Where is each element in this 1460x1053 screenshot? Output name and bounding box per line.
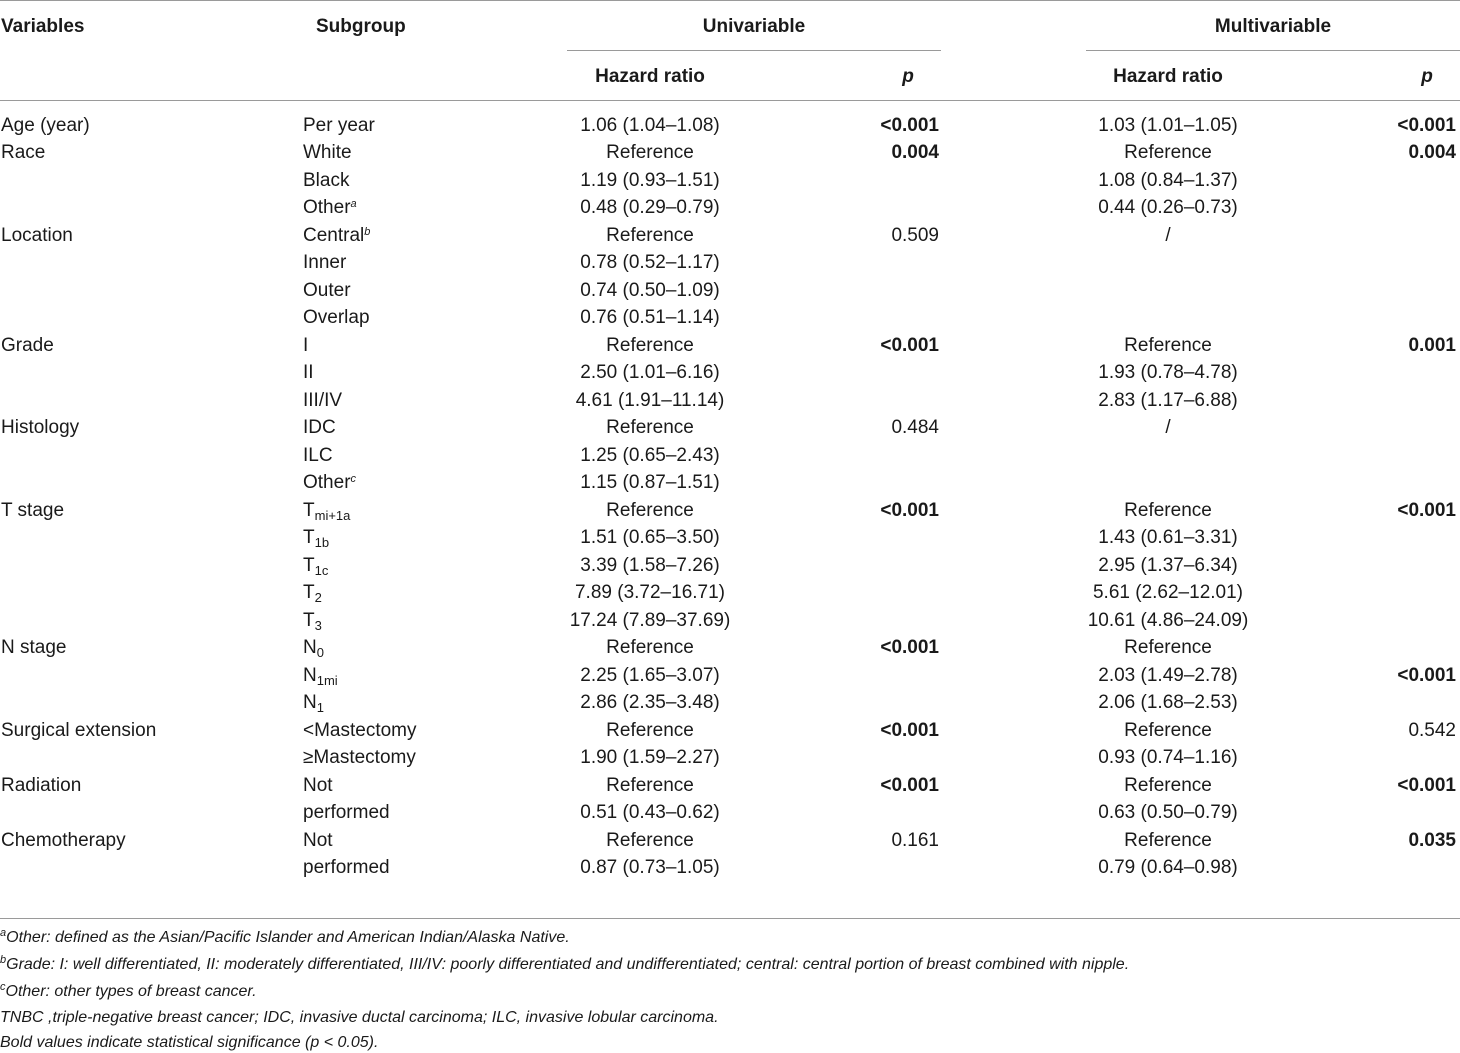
uni-hazard-ratio: 0.48 (0.29–0.79) [580, 197, 720, 218]
multi-hazard-ratio: 2.06 (1.68–2.53) [1098, 692, 1238, 713]
subgroup-label: Central$^b$ [303, 225, 371, 246]
multi-hazard-ratio: 0.79 (0.64–0.98) [1098, 857, 1238, 878]
univariable-rule [567, 50, 941, 51]
uni-hazard-ratio: 1.90 (1.59–2.27) [580, 747, 720, 768]
uni-hazard-ratio: 7.89 (3.72–16.71) [574, 582, 726, 603]
multi-hazard-ratio: 0.63 (0.50–0.79) [1098, 802, 1238, 823]
multi-p-value: 0.001 [1408, 335, 1456, 356]
multi-hazard-ratio: / [1165, 225, 1171, 246]
multi-hazard-ratio: Reference [1124, 335, 1212, 356]
multi-hazard-ratio: Reference [1124, 142, 1212, 163]
uni-hazard-ratio: 2.86 (2.35–3.48) [580, 692, 720, 713]
variable-label: Surgical extension [1, 720, 157, 741]
subgroup-label: Inner [303, 252, 347, 273]
multi-hazard-ratio: 2.83 (1.17–6.88) [1098, 390, 1238, 411]
uni-hazard-ratio: 17.24 (7.89–37.69) [569, 610, 731, 631]
footnote: TNBC ,triple-negative breast cancer; IDC, invasive ductal carcinoma; ILC, invasive lobular carcinoma. [0, 1009, 719, 1026]
uni-hazard-ratio: Reference [606, 142, 694, 163]
subgroup-label: Black [303, 170, 350, 191]
variable-label: Radiation [1, 775, 82, 796]
subscript: 0 [316, 645, 324, 660]
uni-p-value: <0.001 [880, 115, 939, 136]
variable-label: T stage [1, 500, 65, 521]
uni-hazard-ratio: 0.87 (0.73–1.05) [580, 857, 720, 878]
uni-hazard-ratio: Reference [606, 225, 694, 246]
subgroup-label: performed [303, 857, 390, 878]
uni-p-value: <0.001 [880, 637, 939, 658]
subgroup-label: II [303, 362, 314, 383]
subscript: 1 [316, 700, 324, 715]
header-variables: Variables [1, 16, 85, 37]
footnote: $^b$Grade: I: well differentiated, II: moderately differentiated, III/IV: poorly differentiated and undifferentiated; central: central portion of breast combined with nipple. [0, 954, 1130, 973]
subgroup-label: IDC [303, 417, 336, 438]
footnote-marker: c [0, 981, 6, 993]
multi-hazard-ratio: 2.03 (1.49–2.78) [1098, 665, 1238, 686]
footnote-marker: b [364, 226, 371, 238]
header-uni-hazard-ratio: Hazard ratio [595, 66, 705, 87]
subgroup-label: $T_2$ [303, 582, 322, 605]
variable-label: Grade [1, 335, 54, 356]
subgroup-label: Outer [303, 280, 351, 301]
footnote-marker: a [350, 198, 357, 210]
subgroup-label: $T_{mi+1a}$ [303, 500, 351, 523]
variable-label: N stage [1, 637, 67, 658]
multi-hazard-ratio: Reference [1124, 775, 1212, 796]
variable-label: Chemotherapy [1, 830, 126, 851]
uni-hazard-ratio: Reference [606, 500, 694, 521]
uni-p-value: <0.001 [880, 775, 939, 796]
uni-hazard-ratio: 1.25 (0.65–2.43) [580, 445, 720, 466]
subgroup-label: $N_1$ [303, 692, 324, 715]
uni-p-value: <0.001 [880, 335, 939, 356]
variable-label: Location [1, 225, 73, 246]
multi-p-value: <0.001 [1397, 500, 1456, 521]
header-multi-p: p [1421, 66, 1433, 87]
subscript: 1b [314, 535, 330, 550]
multi-p-value: <0.001 [1397, 775, 1456, 796]
subscript: 2 [314, 590, 322, 605]
multi-hazard-ratio: Reference [1124, 637, 1212, 658]
subgroup-label: $T_{1c}$ [303, 555, 329, 578]
subgroup-label: $T_{1b}$ [303, 527, 330, 550]
header-uni-p: p [902, 66, 914, 87]
subgroup-label: Not [303, 775, 333, 796]
subscript: 1mi [316, 673, 338, 688]
subgroup-label: performed [303, 802, 390, 823]
multi-hazard-ratio: 0.93 (0.74–1.16) [1098, 747, 1238, 768]
footnote-marker: a [0, 927, 7, 939]
multi-hazard-ratio: 1.43 (0.61–3.31) [1098, 527, 1238, 548]
uni-hazard-ratio: 3.39 (1.58–7.26) [580, 555, 720, 576]
header-multivariable: Multivariable [1214, 16, 1332, 37]
multi-p-value: 0.004 [1408, 142, 1456, 163]
footnote: $^c$Other: other types of breast cancer. [0, 981, 257, 1000]
subgroup-label: Overlap [303, 307, 370, 328]
multi-p-value: 0.542 [1408, 720, 1456, 741]
uni-p-value: 0.509 [891, 225, 939, 246]
subgroup-label: ≥Mastectomy [303, 747, 416, 768]
subgroup-label: III/IV [303, 390, 343, 411]
multi-hazard-ratio: Reference [1124, 720, 1212, 741]
multi-hazard-ratio: 10.61 (4.86–24.09) [1087, 610, 1249, 631]
subgroup-label: I [303, 335, 309, 356]
subgroup-label: Per year [303, 115, 375, 136]
header-univariable: Univariable [702, 16, 806, 37]
uni-hazard-ratio: 2.25 (1.65–3.07) [580, 665, 720, 686]
subgroup-label: $N_0$ [303, 637, 324, 660]
variable-label: Race [1, 142, 46, 163]
uni-hazard-ratio: 0.51 (0.43–0.62) [580, 802, 720, 823]
multi-hazard-ratio: 2.95 (1.37–6.34) [1098, 555, 1238, 576]
uni-hazard-ratio: 0.76 (0.51–1.14) [580, 307, 720, 328]
multi-p-value: <0.001 [1397, 665, 1456, 686]
subgroup-label: Other$^c$ [303, 472, 357, 493]
header-bottom-rule [0, 100, 1460, 101]
uni-hazard-ratio: 1.51 (0.65–3.50) [580, 527, 720, 548]
footnote: $^a$Other: defined as the Asian/Pacific Islander and American Indian/Alaska Native. [0, 927, 570, 946]
subgroup-label: <Mastectomy [303, 720, 417, 741]
uni-hazard-ratio: Reference [606, 775, 694, 796]
subscript: mi+1a [314, 508, 351, 523]
uni-hazard-ratio: 0.78 (0.52–1.17) [580, 252, 720, 273]
uni-p-value: <0.001 [880, 720, 939, 741]
multi-hazard-ratio: 1.93 (0.78–4.78) [1098, 362, 1238, 383]
uni-p-value: 0.161 [891, 830, 939, 851]
variable-label: Age (year) [1, 115, 90, 136]
multi-hazard-ratio: Reference [1124, 830, 1212, 851]
header-multi-hazard-ratio: Hazard ratio [1113, 66, 1223, 87]
uni-hazard-ratio: Reference [606, 637, 694, 658]
footnote-marker: c [350, 473, 357, 485]
subgroup-label: $N_{1mi}$ [303, 665, 338, 688]
variable-label: Histology [1, 417, 80, 438]
subscript: 3 [314, 618, 322, 633]
uni-hazard-ratio: Reference [606, 335, 694, 356]
multi-hazard-ratio: 0.44 (0.26–0.73) [1098, 197, 1238, 218]
multi-hazard-ratio: 1.03 (1.01–1.05) [1098, 115, 1238, 136]
multi-p-value: <0.001 [1397, 115, 1456, 136]
uni-hazard-ratio: 2.50 (1.01–6.16) [580, 362, 720, 383]
subscript: 1c [314, 563, 329, 578]
uni-hazard-ratio: 1.19 (0.93–1.51) [580, 170, 720, 191]
multivariable-rule [1086, 50, 1460, 51]
multi-p-value: 0.035 [1408, 830, 1456, 851]
uni-p-value: 0.004 [891, 142, 939, 163]
subgroup-label: $T_3$ [303, 610, 322, 633]
uni-p-value: <0.001 [880, 500, 939, 521]
uni-hazard-ratio: 1.06 (1.04–1.08) [580, 115, 720, 136]
top-rule [0, 0, 1460, 1]
uni-hazard-ratio: Reference [606, 720, 694, 741]
uni-p-value: 0.484 [891, 417, 939, 438]
subgroup-label: Not [303, 830, 333, 851]
uni-hazard-ratio: Reference [606, 417, 694, 438]
multi-hazard-ratio: 1.08 (0.84–1.37) [1098, 170, 1238, 191]
footnote: Bold values indicate statistical significance (p < 0.05). [0, 1034, 379, 1051]
uni-hazard-ratio: 0.74 (0.50–1.09) [580, 280, 720, 301]
uni-hazard-ratio: 4.61 (1.91–11.14) [575, 390, 725, 411]
table-bottom-rule [0, 918, 1460, 919]
subgroup-label: ILC [303, 445, 333, 466]
multi-hazard-ratio: / [1165, 417, 1171, 438]
subgroup-label: Other$^a$ [303, 197, 357, 218]
multi-hazard-ratio: 5.61 (2.62–12.01) [1092, 582, 1244, 603]
uni-hazard-ratio: Reference [606, 830, 694, 851]
footnote-marker: b [0, 954, 7, 966]
header-subgroup: Subgroup [316, 16, 406, 37]
multi-hazard-ratio: Reference [1124, 500, 1212, 521]
subgroup-label: White [303, 142, 352, 163]
uni-hazard-ratio: 1.15 (0.87–1.51) [580, 472, 720, 493]
